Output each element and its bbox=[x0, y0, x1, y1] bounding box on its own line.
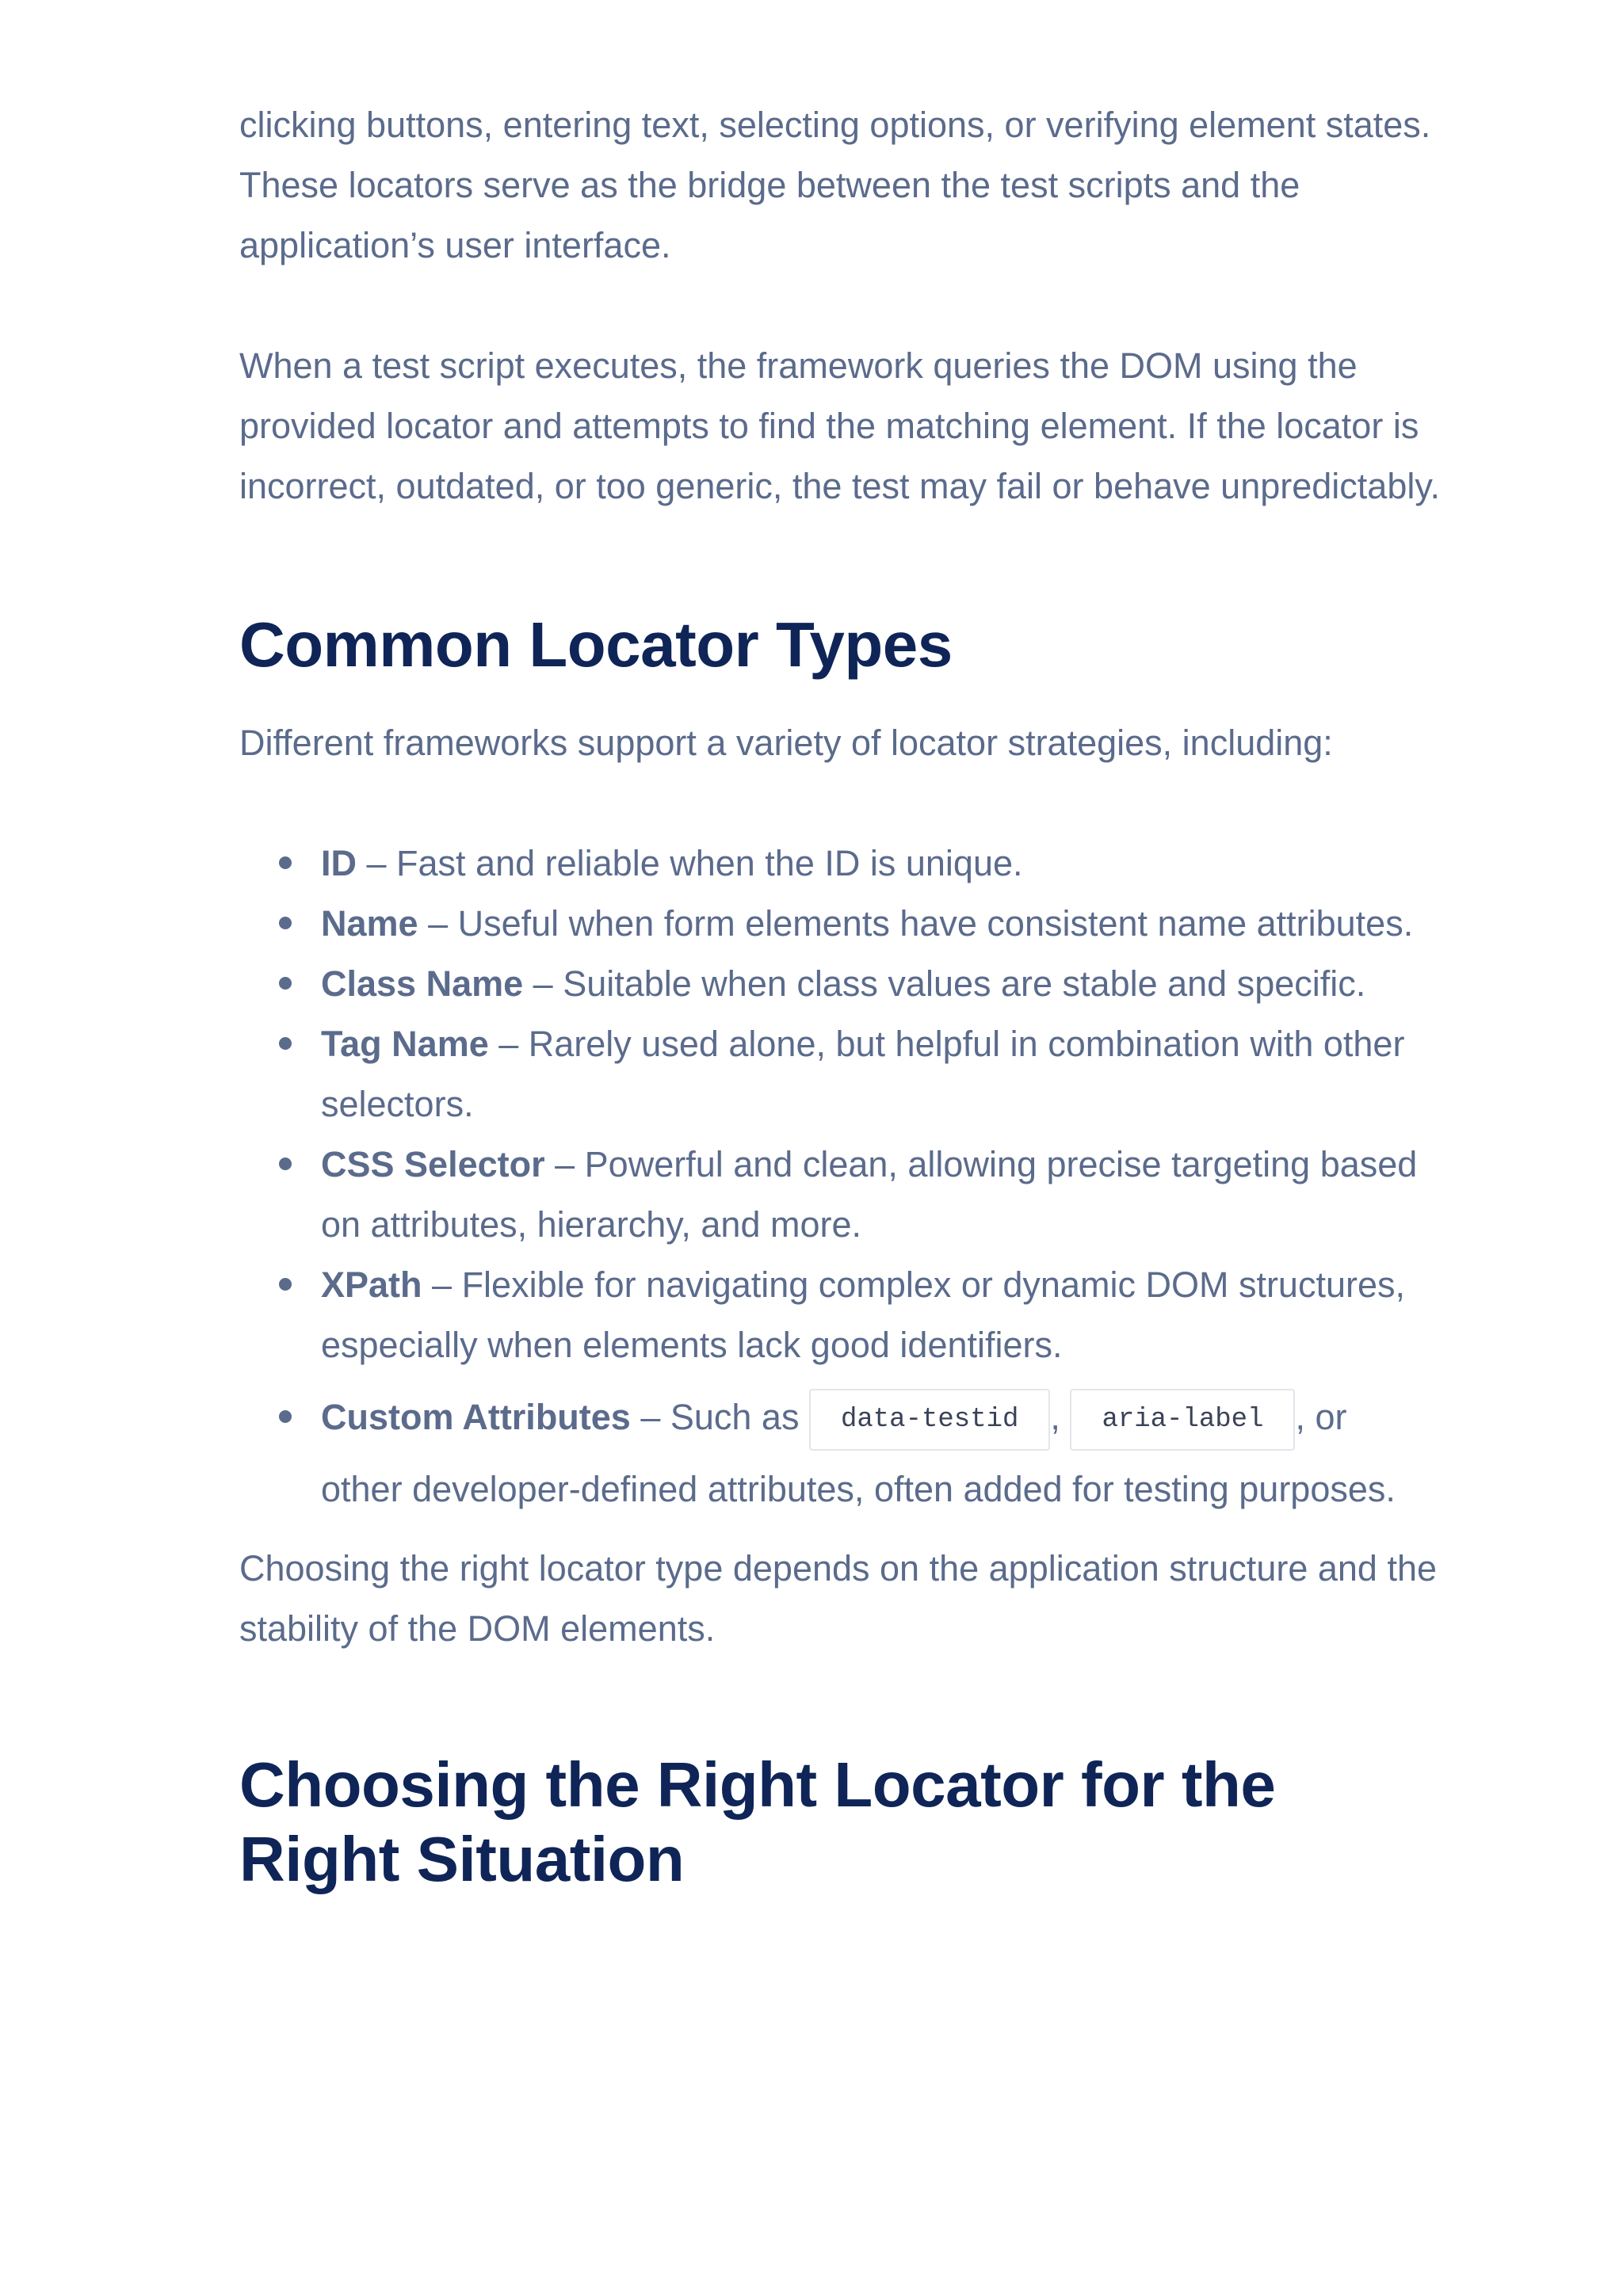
bullet-icon bbox=[279, 1037, 292, 1050]
separator-comma: , bbox=[1050, 1397, 1060, 1437]
locator-description: – Useful when form elements have consistent name attributes. bbox=[418, 903, 1414, 944]
inline-code-aria-label: aria-label bbox=[1070, 1389, 1295, 1451]
choosing-paragraph: Choosing the right locator type depends on the application structure and the stability of the DOM elements. bbox=[239, 1548, 1437, 1649]
intro-paragraph: clicking buttons, entering text, selecting options, or verifying element states. These locators serve as the bridge between the test scripts and the application’s user interface. bbox=[239, 105, 1431, 265]
bullet-icon bbox=[279, 1410, 292, 1423]
locator-description: – Such as bbox=[630, 1397, 809, 1437]
locator-term: Tag Name bbox=[321, 1024, 489, 1064]
locator-description: – Suitable when class values are stable and specific. bbox=[523, 963, 1366, 1004]
locator-term: Custom Attributes bbox=[321, 1397, 631, 1437]
bullet-icon bbox=[279, 977, 292, 990]
locator-term: Name bbox=[321, 903, 418, 944]
locator-term: CSS Selector bbox=[321, 1144, 545, 1184]
bullet-icon bbox=[279, 1158, 292, 1170]
list-item bbox=[321, 954, 1444, 1014]
dom-query-paragraph: When a test script executes, the framework queries the DOM using the provided locator and attempts to find the matching element. If the locator is incorrect, outdated, or too generic, the test may fail or behave unpredictably. bbox=[239, 345, 1441, 506]
inline-code-data-testid: data-testid bbox=[809, 1389, 1050, 1451]
heading-common-locator-types: Common Locator Types bbox=[239, 609, 953, 680]
bullet-icon bbox=[279, 856, 292, 869]
locator-types-list bbox=[239, 833, 1444, 1520]
locator-description: – Rarely used alone, but helpful in combination with other selectors. bbox=[321, 1024, 1405, 1124]
strategies-intro-paragraph: Different frameworks support a variety of locator strategies, including: bbox=[239, 723, 1333, 763]
list-item bbox=[321, 1135, 1444, 1255]
locator-description: – Powerful and clean, allowing precise targeting based on attributes, hierarchy, and more. bbox=[321, 1144, 1418, 1245]
list-item bbox=[321, 1014, 1444, 1135]
bullet-icon bbox=[279, 917, 292, 929]
custom-attributes-first-line bbox=[321, 1375, 1444, 1459]
locator-term: Class Name bbox=[321, 963, 524, 1004]
locator-term: XPath bbox=[321, 1264, 422, 1305]
article-body bbox=[239, 95, 1444, 1897]
heading-choosing-right-locator: Choosing the Right Locator for the Right Situation bbox=[239, 1749, 1276, 1894]
list-item-custom-attributes bbox=[321, 1375, 1444, 1520]
locator-term: ID bbox=[321, 843, 357, 883]
locator-description: – Fast and reliable when the ID is unique. bbox=[357, 843, 1023, 883]
list-item bbox=[321, 1255, 1444, 1375]
custom-attributes-rest: other developer-defined attributes, often added for testing purposes. bbox=[321, 1469, 1396, 1509]
bullet-icon bbox=[279, 1278, 292, 1291]
list-item bbox=[321, 833, 1444, 894]
locator-description: – Flexible for navigating complex or dynamic DOM structures, especially when elements lack good identifiers. bbox=[321, 1264, 1405, 1365]
trailing-text: , or bbox=[1295, 1397, 1347, 1437]
list-item bbox=[321, 894, 1444, 954]
